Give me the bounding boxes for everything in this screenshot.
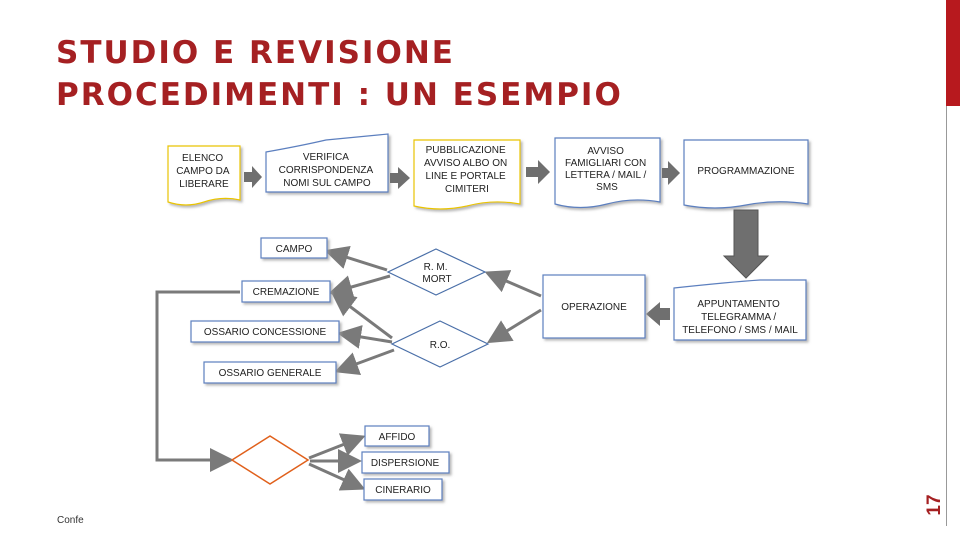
diamond-rm-label: R. M. MORT bbox=[422, 262, 452, 285]
diamond-destinazione bbox=[232, 436, 308, 484]
arrows-operazione-diamonds bbox=[490, 274, 541, 340]
box-campo-label: CAMPO bbox=[275, 244, 313, 255]
doc-appuntamento-label: APPUNTAMENTO TELEGRAMMA / TELEFONO / SMS / MAIL bbox=[682, 299, 798, 336]
box-cinerario-label: CINERARIO bbox=[375, 485, 431, 496]
box-ossario-generale-label: OSSARIO GENERALE bbox=[218, 368, 322, 379]
doc-elenco-label: ELENCO CAMPO DA LIBERARE bbox=[176, 153, 230, 190]
box-operazione-label: OPERAZIONE bbox=[561, 302, 627, 313]
box-dispersione bbox=[362, 452, 449, 473]
doc-pubblicazione bbox=[414, 140, 520, 209]
box-cremazione-label: CREMAZIONE bbox=[252, 287, 320, 298]
arrow-elenco-verifica bbox=[244, 166, 262, 188]
box-ossario-concessione-label: OSSARIO CONCESSIONE bbox=[203, 327, 327, 338]
arrow-verifica-pubblicazione bbox=[390, 167, 410, 189]
box-affido bbox=[365, 426, 429, 446]
diamond-ro-label: R.O. bbox=[429, 340, 451, 351]
arrow-pubblicazione-avviso bbox=[526, 160, 550, 184]
doc-programmazione bbox=[684, 140, 808, 208]
arrow-programmazione-appuntamento bbox=[724, 210, 768, 278]
title-line-2: PROCEDIMENTI : UN ESEMPIO bbox=[56, 77, 623, 113]
box-dispersione-label: DISPERSIONE bbox=[370, 458, 440, 469]
doc-avviso-label: AVVISO FAMIGLIARI CON LETTERA / MAIL / SMS bbox=[564, 146, 647, 193]
diamond-rm-mort bbox=[388, 249, 485, 295]
doc-verifica-label: VERIFICA CORRISPONDENZA NOMI SUL CAMPO bbox=[278, 152, 373, 189]
arrows-diamonds-boxes bbox=[330, 252, 394, 370]
doc-programmazione-label: PROGRAMMAZIONE bbox=[697, 166, 795, 177]
box-campo bbox=[261, 238, 327, 258]
box-operazione bbox=[543, 275, 645, 338]
doc-elenco bbox=[168, 146, 240, 205]
doc-avviso bbox=[555, 138, 660, 208]
box-ossario-generale bbox=[204, 362, 336, 383]
doc-verifica bbox=[266, 134, 388, 192]
box-cremazione bbox=[242, 281, 330, 302]
box-affido-label: AFFIDO bbox=[378, 432, 416, 443]
arrow-appuntamento-operazione bbox=[646, 302, 670, 326]
box-cinerario bbox=[364, 479, 442, 500]
doc-pubblicazione-label: PUBBLICAZIONE AVVISO ALBO ON LINE E PORTALE CIMITERI bbox=[424, 145, 508, 195]
box-ossario-concessione bbox=[191, 321, 339, 342]
diamond-ro bbox=[392, 321, 488, 367]
footer-text: Confe bbox=[57, 515, 84, 526]
title-line-1: STUDIO E REVISIONE bbox=[56, 35, 455, 71]
arrows-diamond-destinations bbox=[309, 438, 360, 487]
page-number: 17 bbox=[924, 494, 945, 516]
doc-appuntamento bbox=[674, 280, 806, 340]
arrow-avviso-programmazione bbox=[662, 161, 680, 185]
